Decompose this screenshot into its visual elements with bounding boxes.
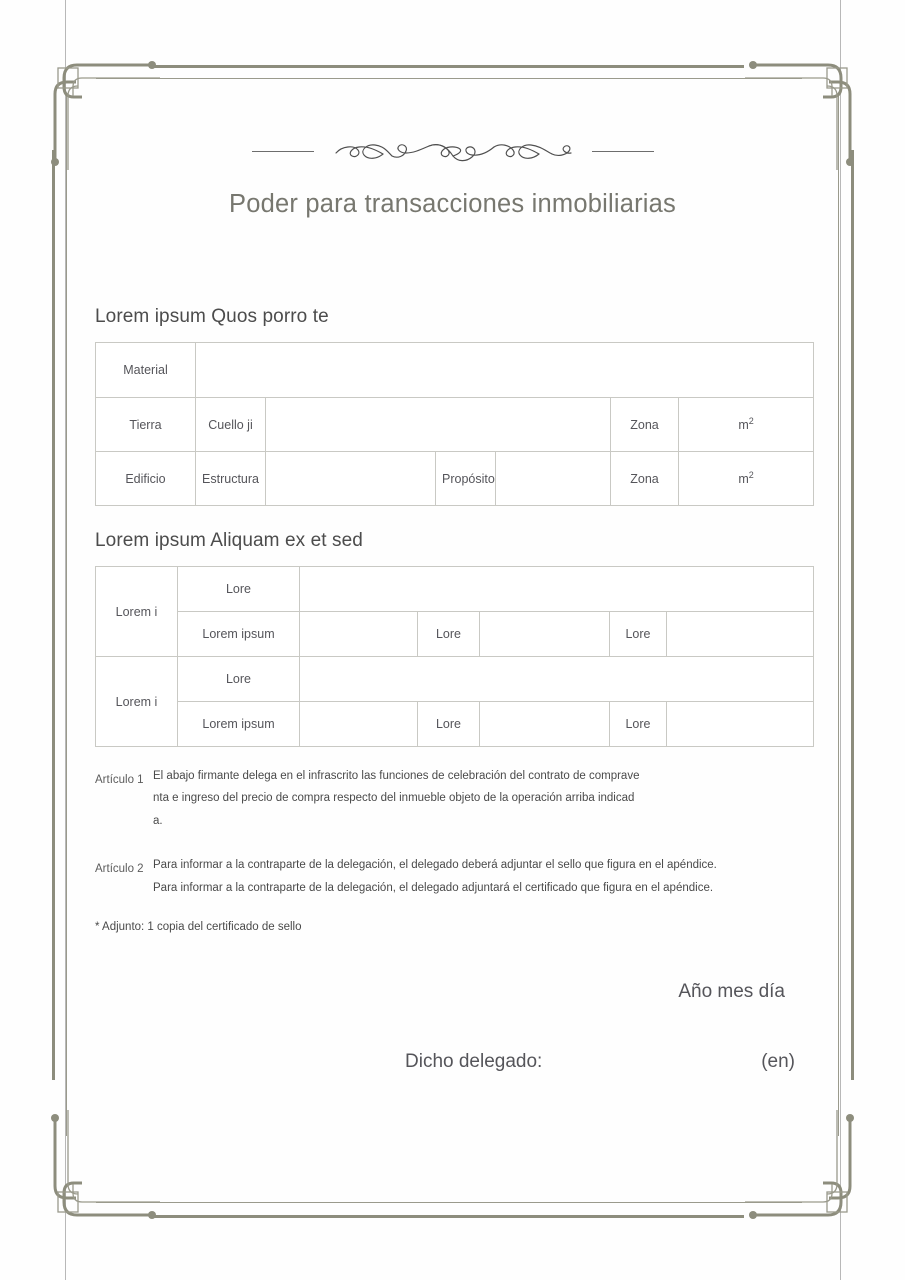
table-row [96, 567, 814, 612]
frame-top-thin [96, 78, 802, 79]
frame-bottom-thin [96, 1202, 802, 1203]
cell-edificio-area-value[interactable] [679, 452, 814, 506]
property-table [95, 342, 814, 506]
cell-edificio-field-label: Estructura [196, 452, 266, 506]
flourish-rule-right [592, 151, 654, 152]
cell-party-1-rowb-value-3[interactable] [667, 702, 814, 747]
table-row [96, 612, 814, 657]
table-row [96, 398, 814, 452]
frame-left-thick [52, 150, 55, 1080]
cell-party-1-rowa-label: Lore [178, 657, 300, 702]
frame-right-thick [851, 150, 854, 1080]
cell-party-0-label: Lorem i [96, 567, 178, 657]
cell-party-1-rowb-label-2: Lore [418, 702, 480, 747]
table-row [96, 657, 814, 702]
section-heading-property: Lorem ipsum Quos porro te [95, 306, 329, 327]
cell-edificio-area-label: Zona [611, 452, 679, 506]
frame-bottom-thick [152, 1215, 744, 1218]
page-title: Poder para transacciones inmobiliarias [229, 190, 676, 218]
frame-right-thin [838, 96, 839, 1136]
articles-section [95, 765, 813, 899]
cell-tierra-field-label: Cuello ji [196, 398, 266, 452]
cell-party-0-rowb-label-3: Lore [610, 612, 667, 657]
cell-party-1-rowb-label: Lorem ipsum [178, 702, 300, 747]
cell-party-0-rowa-value[interactable] [300, 567, 814, 612]
cell-edificio-label: Edificio [96, 452, 196, 506]
attachment-note: * Adjunto: 1 copia del certificado de sello [95, 921, 302, 934]
calligraphic-flourish-icon [328, 134, 578, 168]
signature-row [95, 1051, 813, 1073]
article-1-line-3: a. [153, 814, 163, 827]
cell-party-1-rowb-value-2[interactable] [480, 702, 610, 747]
cell-party-0-rowb-label: Lorem ipsum [178, 612, 300, 657]
article-1-label: Artículo 1 [95, 774, 144, 786]
delegate-label: Dicho delegado: [405, 1051, 543, 1073]
cell-tierra-area-value[interactable] [679, 398, 814, 452]
cell-party-0-rowb-value-2[interactable] [480, 612, 610, 657]
article-1-body [153, 765, 813, 832]
section-heading-parties: Lorem ipsum Aliquam ex et sed [95, 530, 363, 551]
cell-party-0-rowb-value-3[interactable] [667, 612, 814, 657]
frame-corner-ornament-bottom-right [743, 1108, 863, 1228]
table-row [96, 343, 814, 398]
delegate-suffix: (en) [761, 1051, 795, 1073]
cell-edificio-purpose-value[interactable] [496, 452, 611, 506]
article-1-line-2: nta e ingreso del precio de compra respecto del inmueble objeto de la operación arriba indicad [153, 792, 635, 805]
cell-tierra-area-label: Zona [611, 398, 679, 452]
parties-table [95, 566, 814, 747]
article-2-label: Artículo 2 [95, 863, 144, 876]
cell-edificio-purpose-label: Propósito [436, 452, 496, 506]
cell-party-0-rowb-value-1[interactable] [300, 612, 418, 657]
article-2-line-1: Para informar a la contraparte de la delegación, el delegado deberá adjuntar el sello que figura en el apéndice. [153, 859, 717, 872]
cell-party-1-rowb-value-1[interactable] [300, 702, 418, 747]
table-row [96, 702, 814, 747]
header-ornament-row [0, 134, 905, 168]
cell-edificio-field-value[interactable] [266, 452, 436, 506]
cell-party-0-rowa-label: Lore [178, 567, 300, 612]
article-1 [95, 765, 813, 832]
table-row [96, 452, 814, 506]
unit-m2-base: m [738, 472, 749, 487]
unit-m2-exponent: 2 [748, 416, 754, 427]
document-content [95, 306, 813, 1073]
frame-left-thin [66, 96, 67, 1136]
cell-tierra-field-value[interactable] [266, 398, 611, 452]
date-placeholder[interactable]: Año mes día [678, 981, 785, 1003]
cell-material-value[interactable] [196, 343, 814, 398]
article-2 [95, 854, 813, 899]
cell-party-1-rowb-label-3: Lore [610, 702, 667, 747]
unit-m2-base: m [738, 418, 749, 433]
cell-party-1-label: Lorem i [96, 657, 178, 747]
flourish-rule-left [252, 151, 314, 152]
cell-material-label: Material [96, 343, 196, 398]
cell-party-1-rowa-value[interactable] [300, 657, 814, 702]
article-2-body [153, 854, 813, 899]
cell-tierra-label: Tierra [96, 398, 196, 452]
article-2-line-2: Para informar a la contraparte de la delegación, el delegado adjuntará el certificado que figura en el apéndice. [153, 881, 714, 894]
frame-corner-ornament-bottom-left [42, 1108, 162, 1228]
cell-party-0-rowb-label-2: Lore [418, 612, 480, 657]
frame-top-thick [152, 65, 744, 68]
unit-m2-exponent: 2 [748, 470, 754, 481]
article-1-line-1: El abajo firmante delega en el infrascrito las funciones de celebración del contrato de comprave [153, 770, 640, 782]
